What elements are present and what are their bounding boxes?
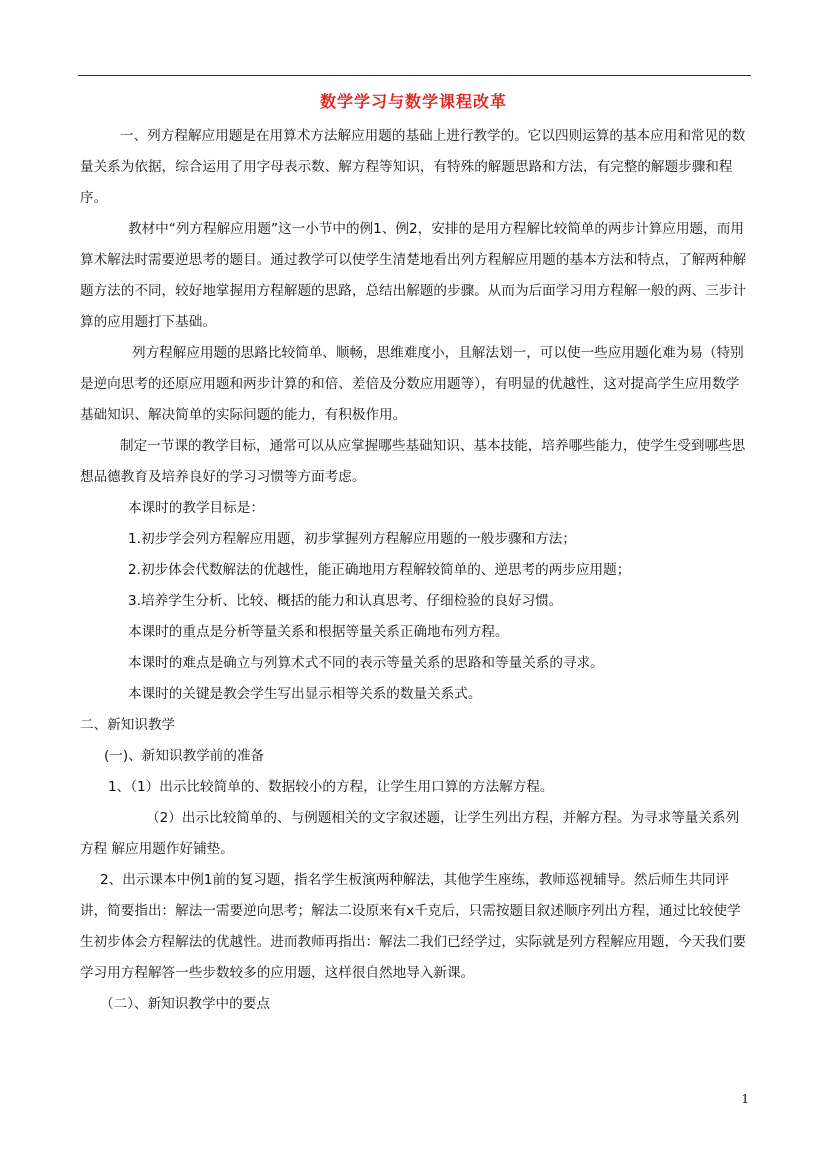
document-body — [80, 121, 752, 1020]
page-number: 1 — [741, 1092, 749, 1106]
objective-1: 1.初步学会列方程解应用题，初步掌握列方程解应用题的一般步骤和方法； — [128, 531, 576, 547]
objective-3: 3.培养学生分析、比较、概括的能力和认真思考、仔细检验的良好习惯。 — [128, 593, 563, 609]
difficulty: 本课时的难点是确立与列算术式不同的表示等量关系的思路和等量关系的寻求。 — [128, 655, 604, 671]
header-rule — [78, 75, 751, 76]
prep-item-1: 1、（1）出示比较简单的、数据较小的方程，让学生用口算的方法解方程。 — [108, 779, 554, 795]
prep-item-1-2: （2）出示比较简单的、与例题相关的文字叙述题，让学生列出方程，并解方程。为寻求等量关系列方程 解应用题作好铺垫。 — [80, 810, 740, 857]
subsection-heading-1: (一)、新知识教学前的准备 — [104, 748, 265, 764]
objectives-heading: 本课时的教学目标是： — [128, 500, 264, 516]
document-title: 数学学习与数学课程改革 — [319, 92, 507, 111]
objective-2: 2.初步体会代数解法的优越性，能正确地用方程解较简单的、逆思考的两步应用题； — [128, 562, 631, 578]
subsection-heading-2: （二）、新知识教学中的要点 — [100, 996, 270, 1012]
paragraph-2: 教材中“列方程解应用题”这一小节中的例1、例2，安排的是用方程解比较简单的两步计算应用题，而用算术解法时需要逆思考的题目。通过教学可以使学生清楚地看出列方程解应用题的基本方法和特点，了解两种解题方法的不同，较好地掌握用方程解题的思路，总结出解题的步骤。从而为后面学习用方程解一般的两、三步计算的应用题打下基础。 — [80, 221, 747, 330]
prep-item-2: 2、出示课本中例1前的复习题，指名学生板演两种解法，其他学生座练，教师巡视辅导。然后师生共同评讲，简要指出：解法一需要逆向思考；解法二设原来有x千克后，只需按题目叙述顺序列出方程，通过比较使学生初步体会方程解法的优越性。进而教师再指出：解法二我们已经学过，实际就是列方程解应用题，今天我们要学习用方程解答一些步数较多的应用题，这样很自然地导入新课。 — [80, 872, 747, 981]
paragraph-3: 列方程解应用题的思路比较简单、顺畅，思维难度小，且解法划一，可以使一些应用题化难为易（特别是逆向思考的还原应用题和两步计算的和倍、差倍及分数应用题等），有明显的优越性，这对提高学生应用数学基础知识、解决简单的实际问题的能力，有积极作用。 — [80, 345, 744, 423]
key-point: 本课时的重点是分析等量关系和根据等量关系正确地布列方程。 — [128, 624, 509, 640]
paragraph-1: 一、列方程解应用题是在用算术方法解应用题的基础上进行教学的。它以四则运算的基本应用和常见的数量关系为依据，综合运用了用字母表示数、解方程等知识，有特殊的解题思路和方法，有完整的解题步骤和程序。 — [80, 128, 746, 206]
paragraph-4: 制定一节课的教学目标，通常可以从应掌握哪些基础知识、基本技能，培养哪些能力，使学生受到哪些思想品德教育及培养良好的学习习惯等方面考虑。 — [80, 438, 746, 485]
crux: 本课时的关键是教会学生写出显示相等关系的数量关系式。 — [128, 686, 482, 702]
section-heading-2: 二、新知识教学 — [80, 717, 176, 733]
